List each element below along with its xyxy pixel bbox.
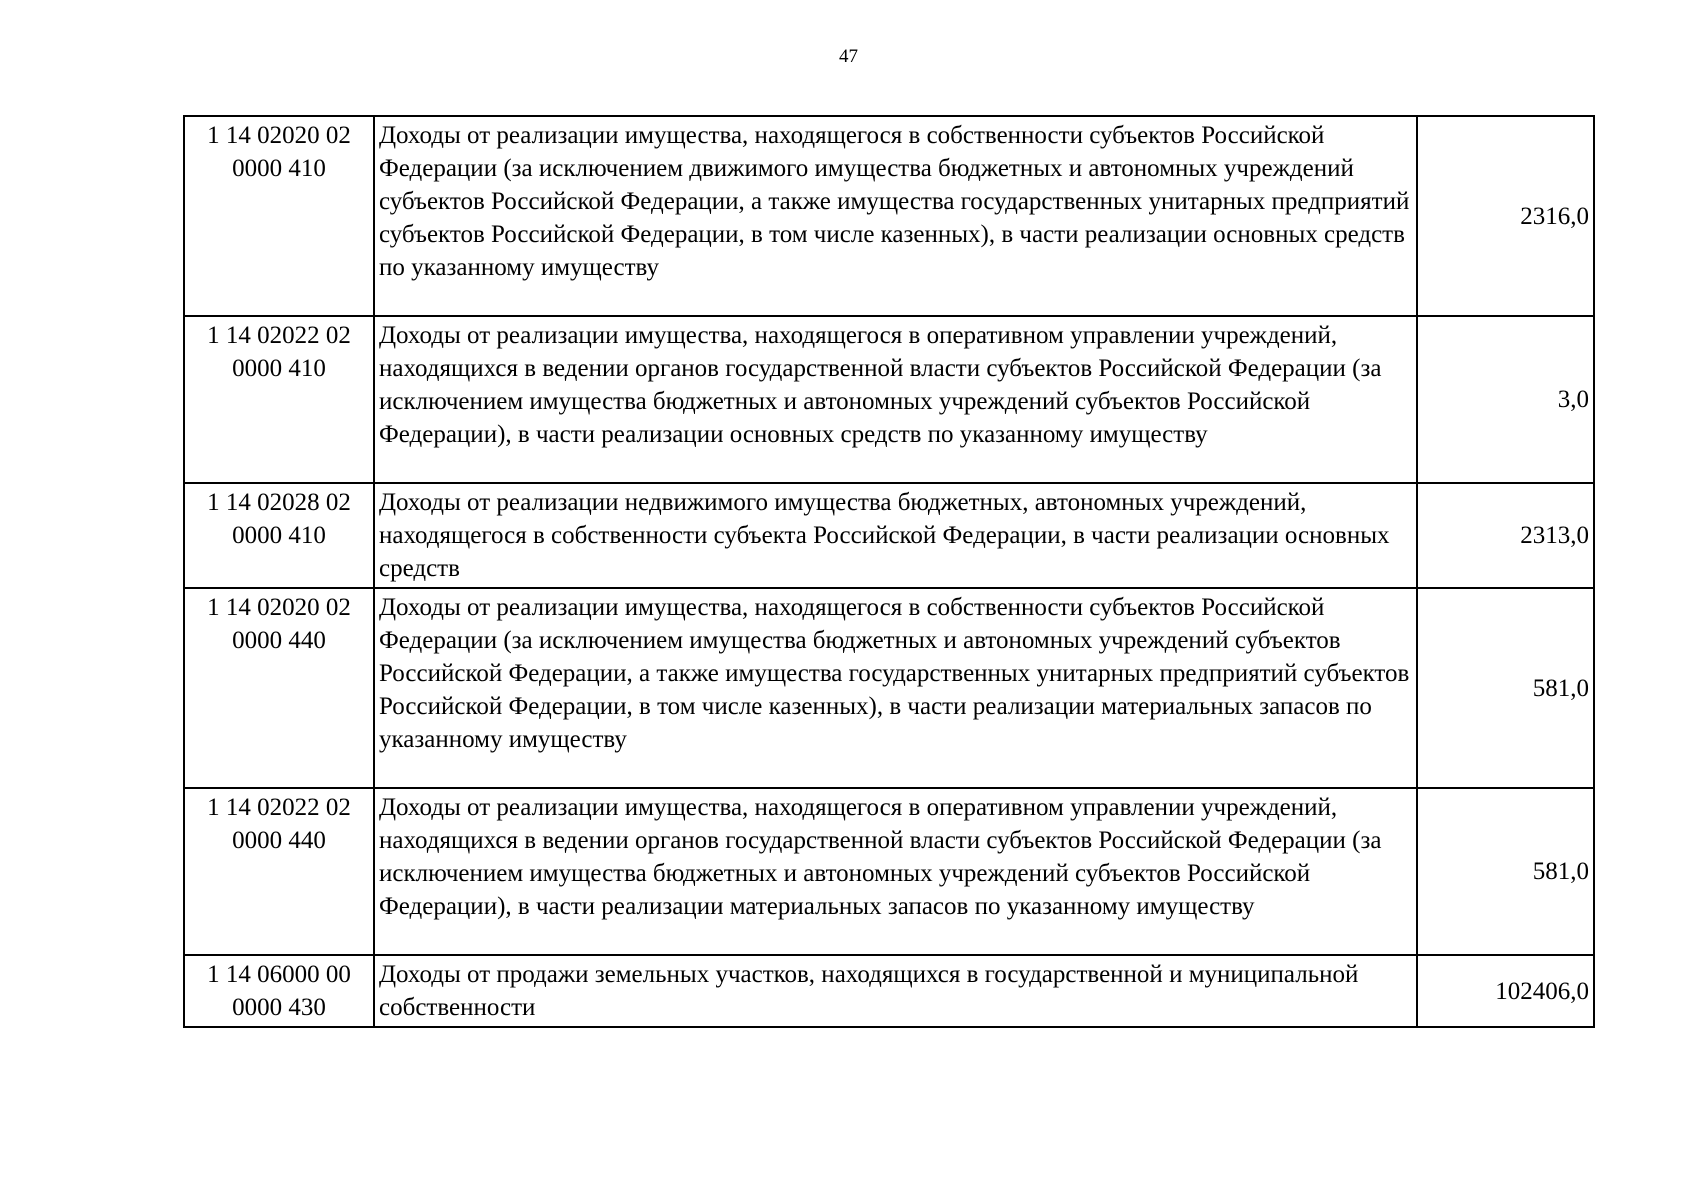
page-number: 47 <box>839 46 858 67</box>
budget-code-line: 1 14 02020 02 <box>207 122 351 149</box>
table-row <box>184 116 1594 316</box>
amount-cell: 2313,0 <box>1417 483 1594 588</box>
budget-code-cell <box>184 116 374 316</box>
budget-code-line: 0000 440 <box>232 827 326 854</box>
description-cell: Доходы от реализации имущества, находящегося в собственности субъектов Российской Федерации (за исключением имущества бюджетных и автономных учреждений субъектов Российской Федерации, а также имущества государственных унитарных предприятий субъектов Российской Федерации, в том числе казенных), в части реализации материальных запасов по указанному имуществу <box>374 588 1417 788</box>
table-row <box>184 588 1594 788</box>
budget-code-line: 1 14 06000 00 <box>207 961 351 988</box>
budget-code-line: 0000 430 <box>232 994 326 1021</box>
budget-code-line: 1 14 02022 02 <box>207 322 351 349</box>
budget-code-cell <box>184 483 374 588</box>
description-cell: Доходы от реализации имущества, находящегося в оперативном управлении учреждений, находящихся в ведении органов государственной власти субъектов Российской Федерации (за исключением имущества бюджетных и автономных учреждений субъектов Российской Федерации), в части реализации основных средств по указанному имуществу <box>374 316 1417 483</box>
budget-code-line: 1 14 02020 02 <box>207 594 351 621</box>
budget-code-cell <box>184 788 374 955</box>
budget-code-line: 0000 440 <box>232 627 326 654</box>
table-row <box>184 788 1594 955</box>
budget-code-line: 0000 410 <box>232 522 326 549</box>
amount-cell: 581,0 <box>1417 588 1594 788</box>
table-row <box>184 483 1594 588</box>
table-row <box>184 955 1594 1027</box>
amount-cell: 3,0 <box>1417 316 1594 483</box>
description-cell: Доходы от реализации недвижимого имущества бюджетных, автономных учреждений, находящегося в собственности субъекта Российской Федерации, в части реализации основных средств <box>374 483 1417 588</box>
budget-code-cell <box>184 955 374 1027</box>
amount-cell: 581,0 <box>1417 788 1594 955</box>
description-cell: Доходы от продажи земельных участков, находящихся в государственной и муниципальной собственности <box>374 955 1417 1027</box>
budget-code-line: 0000 410 <box>232 355 326 382</box>
budget-code-line: 0000 410 <box>232 155 326 182</box>
description-cell: Доходы от реализации имущества, находящегося в собственности субъектов Российской Федерации (за исключением движимого имущества бюджетных и автономных учреждений субъектов Российской Федерации, а также имущества государственных унитарных предприятий субъектов Российской Федерации, в том числе казенных), в части реализации основных средств по указанному имуществу <box>374 116 1417 316</box>
budget-code-line: 1 14 02028 02 <box>207 489 351 516</box>
budget-code-cell <box>184 316 374 483</box>
revenue-table <box>183 115 1595 1028</box>
description-cell: Доходы от реализации имущества, находящегося в оперативном управлении учреждений, находящихся в ведении органов государственной власти субъектов Российской Федерации (за исключением имущества бюджетных и автономных учреждений субъектов Российской Федерации), в части реализации материальных запасов по указанному имуществу <box>374 788 1417 955</box>
amount-cell: 102406,0 <box>1417 955 1594 1027</box>
table-row <box>184 316 1594 483</box>
budget-code-cell <box>184 588 374 788</box>
budget-code-line: 1 14 02022 02 <box>207 794 351 821</box>
amount-cell: 2316,0 <box>1417 116 1594 316</box>
